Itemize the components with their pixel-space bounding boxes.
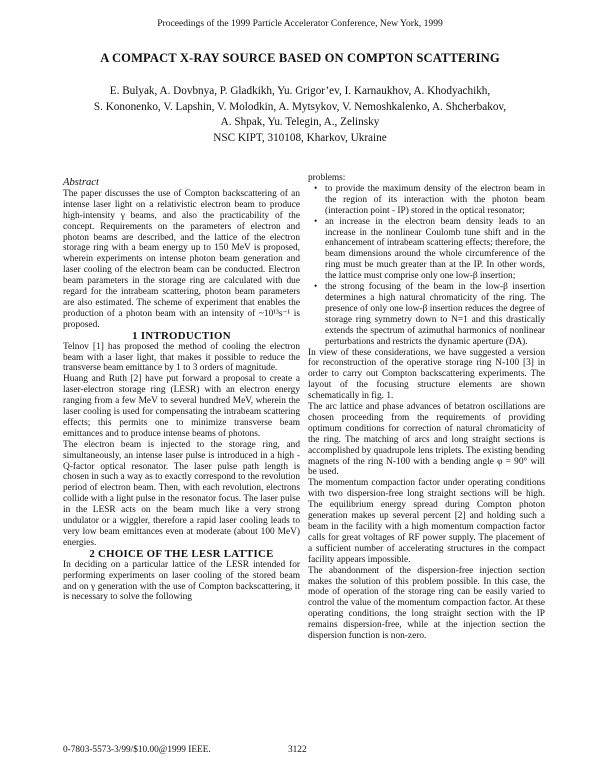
list-item: • to provide the maximum density of the electron beam in the region of its interaction with the photon beam (interaction point - IP) stored in the optical resonator; (325, 184, 545, 217)
author-line: E. Bulyak, A. Dovbnya, P. Gladkikh, Yu. Grigor’ev, I. Karnaukhov, A. Khodyachikh, (109, 85, 491, 97)
paragraph: problems: (308, 173, 346, 183)
problem-list (308, 184, 545, 348)
paragraph: Huang and Ruth [2] have put forward a proposal to create a laser-electron storage ring (LESR) with an electron energy ranging from a few MeV to several hundred MeV, wherein the laser cooling is used for compensating the intrabeam scattering effects; this permits one to minimize transverse beam emittances and to produce intense beams of photons. (63, 374, 300, 439)
right-column (308, 173, 545, 642)
page-number: 3122 (288, 745, 307, 755)
paragraph: The electron beam is injected to the storage ring, and simultaneously, an intense laser pulse is introduced in a high - Q-factor optical resonator. The laser pulse path length is chosen in such a way as to exactly correspond to the revolution period of electron beam. Then, with each revolution, electrons collide with a light pulse in the resonator focus. The laser pulse in the LESR acts on the beam much like a very strong undulator or a wiggler, therefore a rapid laser cooling leads to very low beam emittances even at moderate (about 100 MeV) energies. (63, 439, 300, 548)
paragraph: The arc lattice and phase advances of betatron oscillations are chosen proceeding from the requirements of providing optimum conditions for correction of natural chromaticity of the ring. The matching of arcs and long straight sections is accomplished by quadrupole lens triplets. The existing bending magnets of the ring N-100 with a bending angle φ = 90° will be used. (308, 402, 545, 478)
list-item: • the strong focusing of the beam in the low-β insertion determines a high natural chromaticity of the ring. The presence of only one low-β insertion reduces the degree of storage ring symmetry down to N=1 and this drastically extends the spectrum of azimuthal harmonics of nonlinear perturbations and restricts the dynamic aperture (DA). (325, 282, 545, 347)
paragraph: In deciding on a particular lattice of the LESR intended for performing experiments on laser cooling of the stored beam and on γ generation with the use of Compton backscattering, it is necessary to solve the following (63, 559, 300, 603)
conference-header: Proceedings of the 1999 Particle Accelerator Conference, New York, 1999 (157, 18, 443, 29)
section-heading-lattice: 2 CHOICE OF THE LESR LATTICE (89, 547, 274, 560)
author-line: S. Kononenko, V. Lapshin, V. Molodkin, A. Mytsykov, V. Nemoshkalenko, A. Shcherbakov, (93, 100, 507, 113)
list-item: • an increase in the electron beam density leads to an increase in the nonlinear Coulomb tune shift and in the enhancement of intrabeam scattering effects; therefore, the beam dimensions around the whole circumference of the ring must be much greater than at the IP. In other words, the lattice must comprise only one low-β insertion; (325, 217, 545, 282)
paper-title: A COMPACT X-RAY SOURCE BASED ON COMPTON SCATTERING (100, 51, 500, 65)
copyright-footer: 0-7803-5573-3/99/$10.00@1999 IEEE. (63, 745, 211, 755)
author-line: A. Shpak, Yu. Telegin, A., Zelinsky (220, 116, 380, 129)
section-heading-introduction: 1 INTRODUCTION (132, 329, 231, 342)
paragraph: The abandonment of the dispersion-free injection section makes the solution of this problem possible. In this case, the mode of operation of the storage ring can be easily varied to control the value of the momentum compaction factor. At these operating conditions, the long straight section with the IP remains dispersion-free, while at the injection section the dispersion function is non-zero. (308, 565, 545, 642)
abstract-heading: Abstract (63, 177, 99, 188)
affiliation: NSC KIPT, 310108, Kharkov, Ukraine (213, 131, 387, 144)
left-column (63, 178, 300, 603)
paragraph: In view of these considerations, we have suggested a version for reconstruction of the operative storage ring N-100 [3] in order to carry out Compton backscattering experiments. The layout of the focusing structure elements are shown schematically in fig. 1. (308, 347, 545, 402)
paragraph: Telnov [1] has proposed the method of cooling the electron beam with a laser light, that makes it possible to reduce the transverse beam emittance by 1 to 3 orders of magnitude. (63, 341, 300, 374)
author-block (20, 84, 580, 146)
paragraph: The momentum compaction factor under operating conditions with two dispersion-free long straight sections will be high. The equilibrium energy spread during Compton photon generation makes up several percent [2] and holding such a beam in the facility with a high momentum compaction factor calls for great voltages of RF power supply. The placement of a sufficient number of accelerating structures in the compact facility appears impossible. (308, 478, 545, 565)
abstract-text: The paper discusses the use of Compton backscattering of an intense laser light on a relativistic electron beam to produce high-intensity γ beams, and also the practicability of the concept. Requirements on the parameters of electron and photon beams are described, and the lattice of the electron storage ring with a beam energy up to 150 MeV is proposed, wherein experiments on intense photon beam generation and laser cooling of the electron beam can be conducted. Electron beam parameters in the storage ring are calculated with due regard for the intrabeam scattering, photon beam parameters are also estimated. The scheme of experiment that enables the production of a photon beam with an intensity of ~10¹³s⁻¹ is proposed. (63, 188, 300, 330)
